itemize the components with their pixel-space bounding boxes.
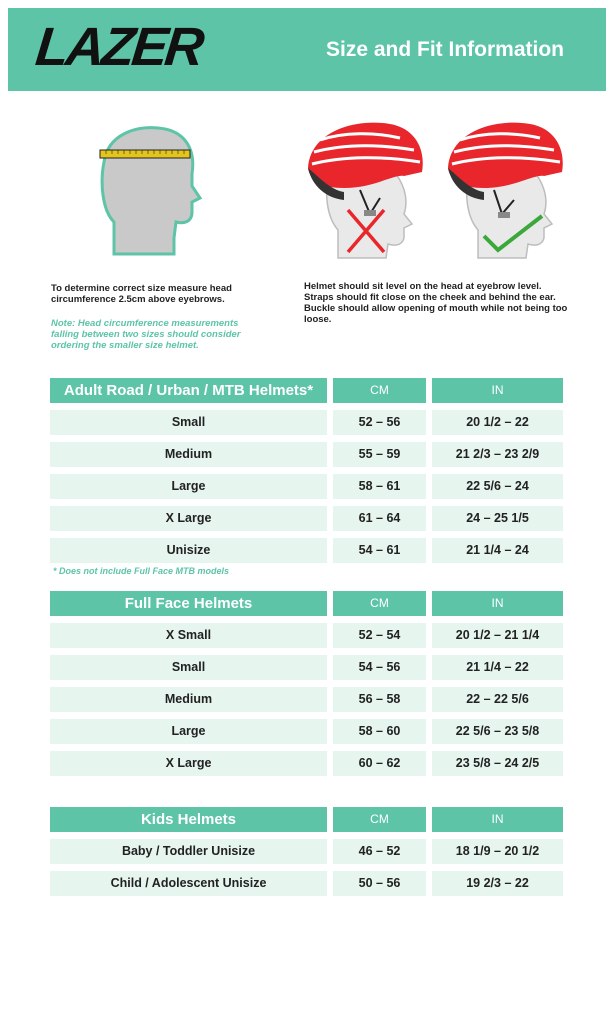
cm-value: 54 – 61 bbox=[333, 538, 426, 563]
table-row bbox=[50, 655, 563, 680]
in-value: 19 2/3 – 22 bbox=[432, 871, 563, 896]
table-title: Full Face Helmets bbox=[50, 591, 327, 616]
cm-value: 58 – 61 bbox=[333, 474, 426, 499]
cm-value: 56 – 58 bbox=[333, 687, 426, 712]
in-value: 22 – 22 5/6 bbox=[432, 687, 563, 712]
table-row bbox=[50, 687, 563, 712]
in-header: IN bbox=[432, 378, 563, 403]
size-label: Large bbox=[50, 474, 327, 499]
size-label: Medium bbox=[50, 442, 327, 467]
measure-caption: To determine correct size measure head circumference 2.5cm above eyebrows. bbox=[51, 283, 232, 305]
in-value: 22 5/6 – 23 5/8 bbox=[432, 719, 563, 744]
size-label: Large bbox=[50, 719, 327, 744]
cm-value: 54 – 56 bbox=[333, 655, 426, 680]
table-row bbox=[50, 410, 563, 435]
adult-footnote: * Does not include Full Face MTB models bbox=[53, 566, 230, 576]
in-value: 20 1/2 – 21 1/4 bbox=[432, 623, 563, 648]
table-row bbox=[50, 719, 563, 744]
table-header bbox=[50, 591, 563, 616]
cm-value: 52 – 56 bbox=[333, 410, 426, 435]
measure-note: Note: Head circumference measurements falling between two sizes should consider ordering the smaller size helmet. bbox=[51, 318, 241, 351]
size-label: Baby / Toddler Unisize bbox=[50, 839, 327, 864]
table-title: Adult Road / Urban / MTB Helmets* bbox=[50, 378, 327, 403]
in-value: 21 1/4 – 22 bbox=[432, 655, 563, 680]
size-label: Child / Adolescent Unisize bbox=[50, 871, 327, 896]
cm-value: 50 – 56 bbox=[333, 871, 426, 896]
cm-value: 60 – 62 bbox=[333, 751, 426, 776]
table-row bbox=[50, 839, 563, 864]
brand-logo: LAZER bbox=[32, 17, 205, 77]
table-row bbox=[50, 871, 563, 896]
fit-caption: Helmet should sit level on the head at eyebrow level. Straps should fit close on the cheek and behind the ear. Buckle should allow opening of mouth while not being too loose. bbox=[304, 281, 568, 325]
in-value: 23 5/8 – 24 2/5 bbox=[432, 751, 563, 776]
in-value: 20 1/2 – 22 bbox=[432, 410, 563, 435]
table-row bbox=[50, 538, 563, 563]
helmet-correct-fit-illustration bbox=[444, 118, 568, 260]
table-row bbox=[50, 623, 563, 648]
cm-header: CM bbox=[333, 591, 426, 616]
table-row bbox=[50, 751, 563, 776]
cm-value: 58 – 60 bbox=[333, 719, 426, 744]
size-label: Unisize bbox=[50, 538, 327, 563]
table-row bbox=[50, 474, 563, 499]
size-label: X Large bbox=[50, 751, 327, 776]
table-header bbox=[50, 378, 563, 403]
page-title: Size and Fit Information bbox=[325, 38, 564, 61]
in-header: IN bbox=[432, 591, 563, 616]
size-label: Small bbox=[50, 410, 327, 435]
cm-value: 52 – 54 bbox=[333, 623, 426, 648]
cm-header: CM bbox=[333, 807, 426, 832]
table-title: Kids Helmets bbox=[50, 807, 327, 832]
in-value: 22 5/6 – 24 bbox=[432, 474, 563, 499]
cm-value: 46 – 52 bbox=[333, 839, 426, 864]
size-label: Small bbox=[50, 655, 327, 680]
table-row bbox=[50, 442, 563, 467]
cm-value: 55 – 59 bbox=[333, 442, 426, 467]
cm-header: CM bbox=[333, 378, 426, 403]
table-header bbox=[50, 807, 563, 832]
size-label: X Large bbox=[50, 506, 327, 531]
in-value: 21 1/4 – 24 bbox=[432, 538, 563, 563]
helmet-wrong-fit-illustration bbox=[304, 118, 428, 260]
in-header: IN bbox=[432, 807, 563, 832]
size-label: X Small bbox=[50, 623, 327, 648]
size-label: Medium bbox=[50, 687, 327, 712]
in-value: 21 2/3 – 23 2/9 bbox=[432, 442, 563, 467]
in-value: 18 1/9 – 20 1/2 bbox=[432, 839, 563, 864]
head-measure-illustration bbox=[96, 122, 206, 262]
in-value: 24 – 25 1/5 bbox=[432, 506, 563, 531]
table-row bbox=[50, 506, 563, 531]
cm-value: 61 – 64 bbox=[333, 506, 426, 531]
header-banner bbox=[8, 8, 606, 91]
